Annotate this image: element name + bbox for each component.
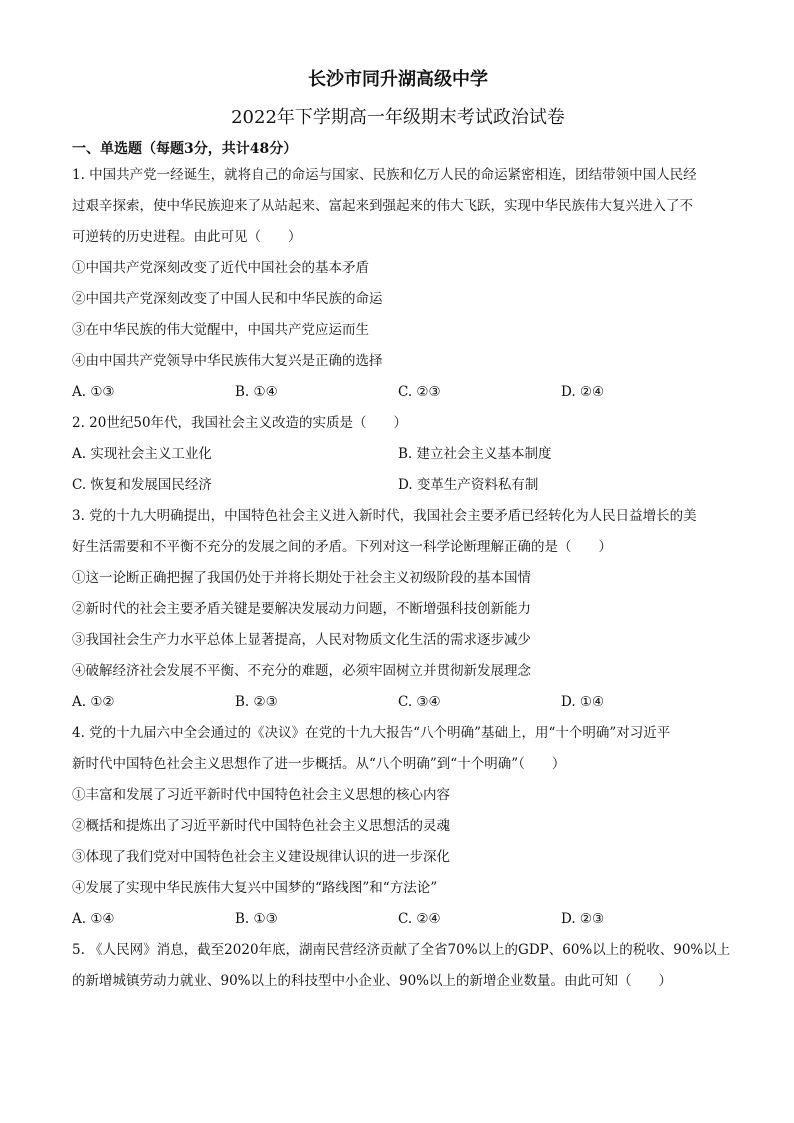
option-d: D. ①④: [561, 694, 605, 710]
answer-options: [72, 377, 724, 408]
question-3: [72, 501, 724, 718]
exam-title: 2022年下学期高一年级期末考试政治试卷: [231, 107, 565, 128]
option-a: A. ①③: [72, 384, 115, 400]
statement-item: ①中国共产党深刻改变了近代中国社会的基本矛盾: [72, 260, 369, 276]
question-stem-line: 过艰辛探索，使中华民族迎来了从站起来、富起来到强起来的伟大飞跃，实现中华民族伟大复兴进入了不: [72, 198, 693, 214]
question-5: [72, 935, 731, 997]
option-a: A. ①④: [72, 911, 115, 927]
question-stem-line: 1. 中国共产党一经诞生，就将自己的命运与国家、民族和亿万人民的命运紧密相连，团结带领中国人民经: [72, 167, 697, 183]
question-stem-line: 2. 20世纪50年代，我国社会主义改造的实质是（ ）: [72, 415, 408, 431]
question-stem-line: 4. 党的十九届六中全会通过的《决议》在党的十九大报告“八个明确”基础上，用“十个明确”对习近平: [72, 725, 671, 741]
question-1: [72, 160, 724, 408]
option-d: D. 变革生产资料私有制: [398, 477, 539, 493]
statement-item: ③我国社会生产力水平总体上显著提高，人民对物质文化生活的需求逐步减少: [72, 632, 531, 648]
option-c: C. ②③: [398, 384, 441, 400]
statement-item: ①丰富和发展了习近平新时代中国特色社会主义思想的核心内容: [72, 787, 450, 803]
option-a: A. 实现社会主义工业化: [72, 446, 212, 462]
statement-item: ①这一论断正确把握了我国仍处于并将长期处于社会主义初级阶段的基本国情: [72, 570, 531, 586]
answer-options: [72, 904, 724, 935]
statement-item: ④发展了实现中华民族伟大复兴中国梦的“路线图”和“方法论”: [72, 880, 438, 896]
option-a: A. ①②: [72, 694, 115, 710]
exam-page: [72, 68, 731, 997]
section-heading: 一、单选题（每题3分，共计48分）: [72, 141, 298, 157]
answer-options-row: [72, 470, 724, 501]
option-b: B. ①④: [235, 384, 278, 400]
option-c: C. ②④: [398, 911, 441, 927]
option-c: C. ③④: [398, 694, 441, 710]
option-d: D. ②③: [561, 911, 605, 927]
school-title: 长沙市同升湖高级中学: [308, 69, 488, 90]
statement-item: ④破解经济社会发展不平衡、不充分的难题，必须牢固树立并贯彻新发展理念: [72, 663, 531, 679]
option-b: B. ②③: [235, 694, 278, 710]
statement-item: ③在中华民族的伟大觉醒中，中国共产党应运而生: [72, 322, 369, 338]
option-b: B. 建立社会主义基本制度: [398, 446, 552, 462]
statement-item: ②新时代的社会主要矛盾关键是要解决发展动力问题，不断增强科技创新能力: [72, 601, 531, 617]
question-2: [72, 408, 724, 501]
question-stem-line: 好生活需要和不平衡不充分的发展之间的矛盾。下列对这一科学论断理解正确的是（ ）: [72, 539, 612, 555]
option-b: B. ①③: [235, 911, 278, 927]
statement-item: ②中国共产党深刻改变了中国人民和中华民族的命运: [72, 291, 383, 307]
answer-options: [72, 687, 724, 718]
question-4: [72, 718, 724, 935]
question-stem-line: 5. 《人民网》消息，截至2020年底，湖南民营经济贡献了全省70%以上的GDP、60%以上的税收、90%以上: [72, 942, 731, 958]
question-stem-line: 的新增城镇劳动力就业、90%以上的科技型中小企业、90%以上的新增企业数量。由此可知（ ）: [72, 973, 673, 989]
option-c: C. 恢复和发展国民经济: [72, 477, 212, 493]
question-stem-line: 新时代中国特色社会主义思想作了进一步概括。从“八个明确”到“十个明确”（ ）: [72, 756, 566, 772]
question-stem-line: 3. 党的十九大明确提出，中国特色社会主义进入新时代，我国社会主要矛盾已经转化为人民日益增长的美: [72, 508, 697, 524]
statement-item: ④由中国共产党领导中华民族伟大复兴是正确的选择: [72, 353, 383, 369]
answer-options-row: [72, 439, 724, 470]
statement-item: ②概括和提炼出了习近平新时代中国特色社会主义思想活的灵魂: [72, 818, 450, 834]
option-d: D. ②④: [561, 384, 605, 400]
question-stem-line: 可逆转的历史进程。由此可见（ ）: [72, 229, 302, 245]
statement-item: ③体现了我们党对中国特色社会主义建设规律认识的进一步深化: [72, 849, 450, 865]
